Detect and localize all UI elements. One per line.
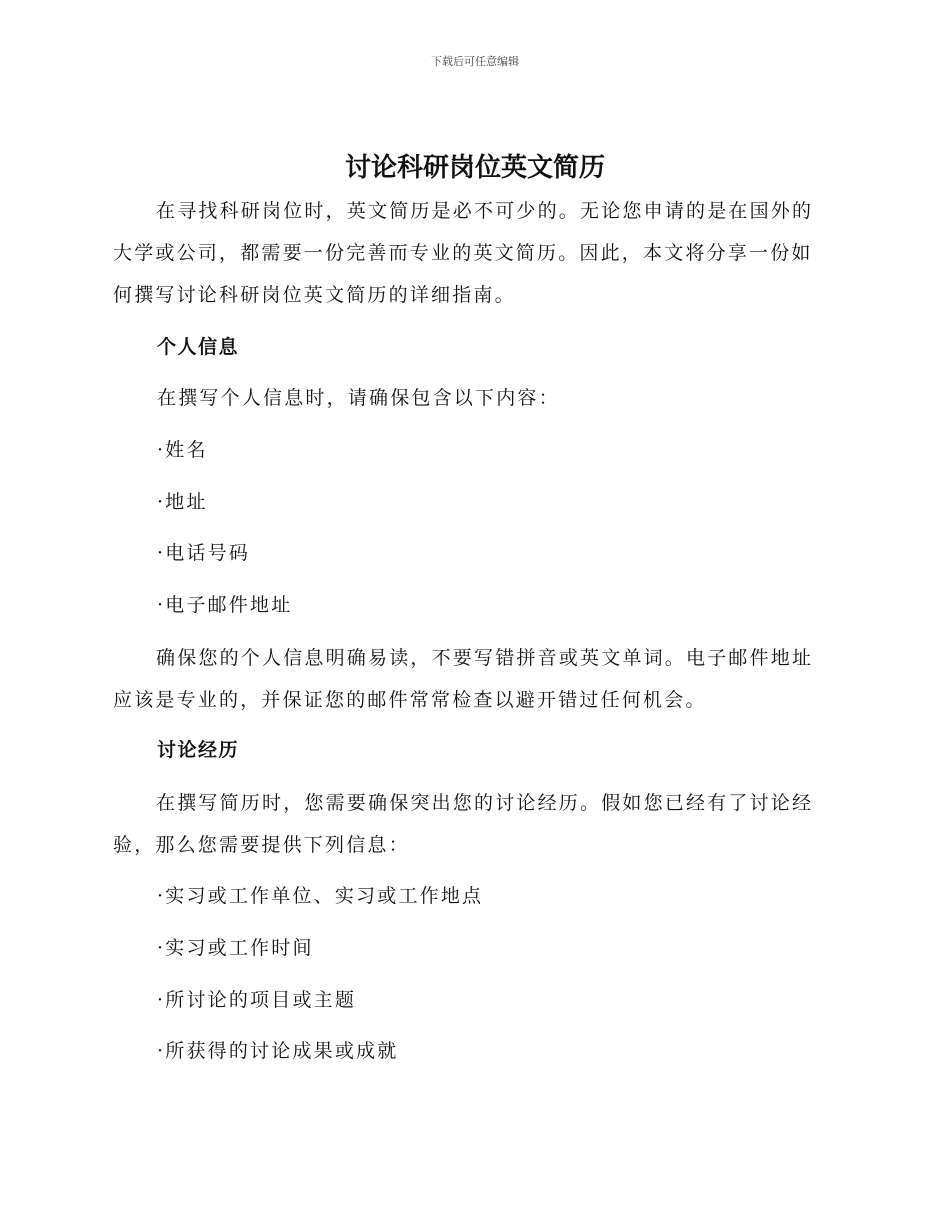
personal-info-lead: 在撰写个人信息时，请确保包含以下内容： (157, 387, 560, 409)
section-heading-personal-info: 个人信息 (157, 336, 240, 358)
intro-paragraph: 在寻找科研岗位时，英文简历是必不可少的。无论您申请的是在国外的大学或公司，都需要一份完善而专业的英文简历。因此，本文将分享一份如何撰写讨论科研岗位英文简历的详细指南。 (113, 200, 814, 306)
list-item: ·姓名 (157, 439, 208, 461)
list-item: ·电子邮件地址 (157, 594, 293, 616)
list-item: ·所讨论的项目或主题 (157, 989, 357, 1011)
list-item: ·地址 (157, 491, 208, 513)
list-item: ·实习或工作单位、实习或工作地点 (157, 885, 484, 907)
list-item: ·实习或工作时间 (157, 937, 314, 959)
list-item: ·电话号码 (157, 542, 251, 564)
document-title: 讨论科研岗位英文简历 (344, 153, 605, 183)
list-item: ·所获得的讨论成果或成就 (157, 1040, 399, 1062)
section-heading-research-experience: 讨论经历 (157, 739, 240, 761)
personal-info-note-paragraph: 确保您的个人信息明确易读，不要写错拼音或英文单词。电子邮件地址应该是专业的，并保证您的邮件常常检查以避开错过任何机会。 (113, 647, 814, 711)
page-header-note: 下载后可任意编辑 (431, 55, 519, 68)
research-experience-lead-paragraph: 在撰写简历时，您需要确保突出您的讨论经历。假如您已经有了讨论经验，那么您需要提供下列信息： (113, 792, 814, 856)
